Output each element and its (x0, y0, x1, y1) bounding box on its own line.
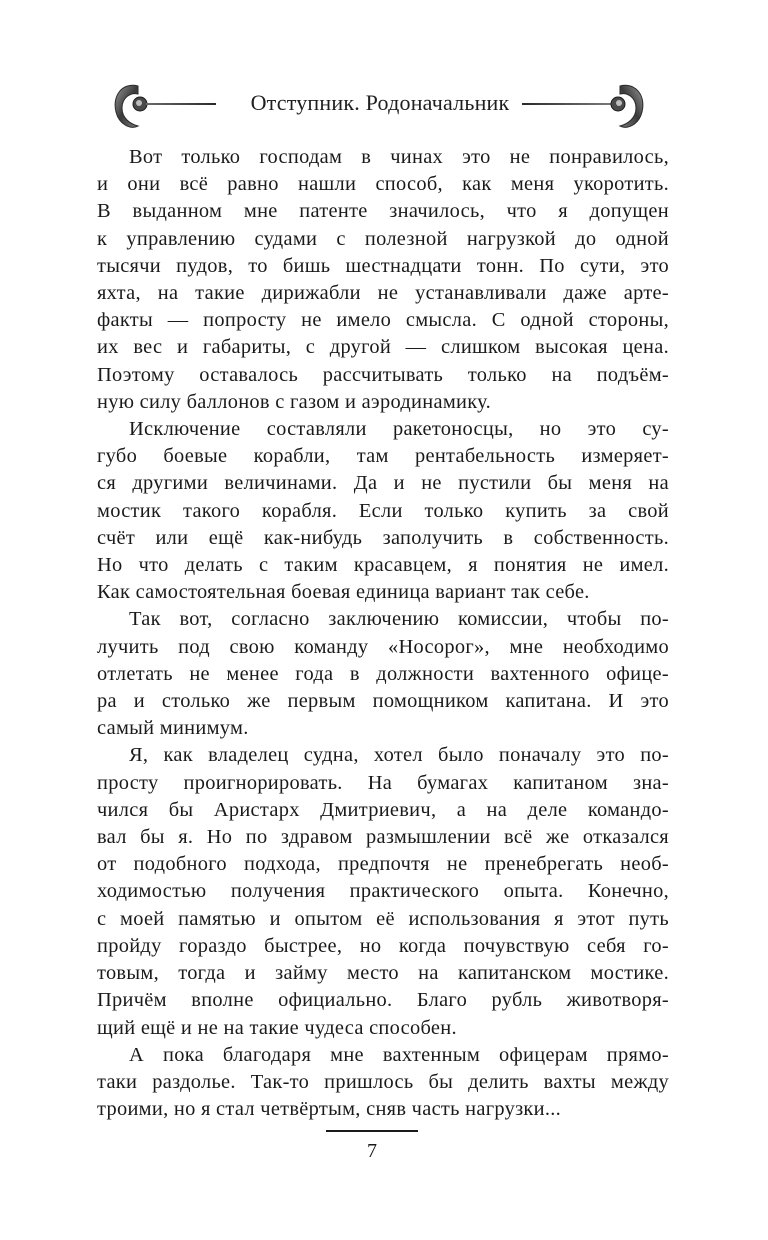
text-line: чился бы Аристарх Дмитриевич, а на деле командо- (97, 798, 669, 821)
text-line: товым, тогда и займу место на капитанском мостике. (97, 962, 669, 985)
text-line: вал бы я. Но по здравом размышлении всё же отказался (97, 826, 669, 849)
text-line: ся другими величинами. Да и не пустили бы меня на (97, 472, 669, 495)
scroll-ornament-right-icon (606, 78, 650, 138)
text-line: Причём вполне официально. Благо рубль животворя- (97, 989, 669, 1012)
footer-rule (326, 1130, 418, 1132)
text-line: Так вот, согласно заключению комиссии, чтобы по- (129, 608, 669, 631)
paragraph (97, 1042, 669, 1124)
text-line: В выданном мне патенте значилось, что я допущен (97, 200, 669, 223)
body-text (97, 144, 669, 1123)
text-line: ходимостью получения практического опыта. Конечно, (97, 880, 669, 903)
text-line: таки раздолье. Так-то пришлось бы делить вахты между (97, 1070, 669, 1093)
text-line: Я, как владелец судна, хотел было поначалу это по- (129, 744, 669, 767)
running-head (100, 78, 660, 140)
running-head-title: Отступник. Родоначальник (250, 90, 510, 115)
text-line: от подобного подхода, предпочтя не пренебрегать необ- (97, 853, 669, 876)
text-line: их вес и габариты, с другой — слишком высокая цена. (97, 336, 669, 359)
header-rule-right (522, 103, 612, 105)
paragraph (97, 144, 669, 416)
page-number: 7 (367, 1140, 377, 1162)
text-line: факты — попросту не имело смысла. С одной стороны, (97, 309, 669, 332)
text-line: Поэтому оставалось рассчитывать только на подъём- (97, 363, 669, 386)
text-line: с моей памятью и опытом её использования я этот путь (97, 907, 669, 930)
text-line: ра и столько же первым помощником капитана. И это (97, 690, 669, 713)
text-line: губо боевые корабли, там рентабельность измеряет- (97, 445, 669, 468)
text-line: пройду гораздо быстрее, но когда почувствую себя го- (97, 934, 669, 957)
text-line: яхта, на такие дирижабли не устанавливали даже арте- (97, 282, 669, 305)
text-line: щий ещё и не на такие чудеса способен. (97, 1016, 457, 1039)
text-line: Исключение составляли ракетоносцы, но это су- (129, 418, 669, 441)
text-line: отлетать не менее года в должности вахтенного офице- (97, 662, 669, 685)
text-line: Как самостоятельная боевая единица вариант так себе. (97, 581, 590, 604)
text-line: ную силу баллонов с газом и аэродинамику. (97, 390, 492, 413)
text-line: просту проигнорировать. На бумагах капитаном зна- (97, 771, 669, 794)
text-line: А пока благодаря мне вахтенным офицерам прямо- (129, 1043, 669, 1066)
text-line: счёт или ещё как-нибудь заполучить в собственность. (97, 526, 669, 549)
paragraph (97, 416, 669, 606)
text-line: самый минимум. (97, 717, 249, 740)
text-line: троими, но я стал четвёртым, сняв часть нагрузки... (97, 1098, 562, 1121)
text-line: лучить под свою команду «Носорог», мне необходимо (97, 635, 669, 658)
text-line: к управлению судами с полезной нагрузкой до одной (97, 227, 669, 250)
paragraph (97, 742, 669, 1041)
paragraph (97, 606, 669, 742)
text-line: и они всё равно нашли способ, как меня укоротить. (97, 173, 669, 196)
text-line: тысячи пудов, то бишь шестнадцати тонн. По сути, это (97, 254, 669, 277)
text-line: мостик такого корабля. Если только купить за свой (97, 499, 669, 522)
text-line: Вот только господам в чинах это не понравилось, (129, 146, 669, 168)
text-line: Но что делать с таким красавцем, я понятия не имел. (97, 554, 669, 577)
